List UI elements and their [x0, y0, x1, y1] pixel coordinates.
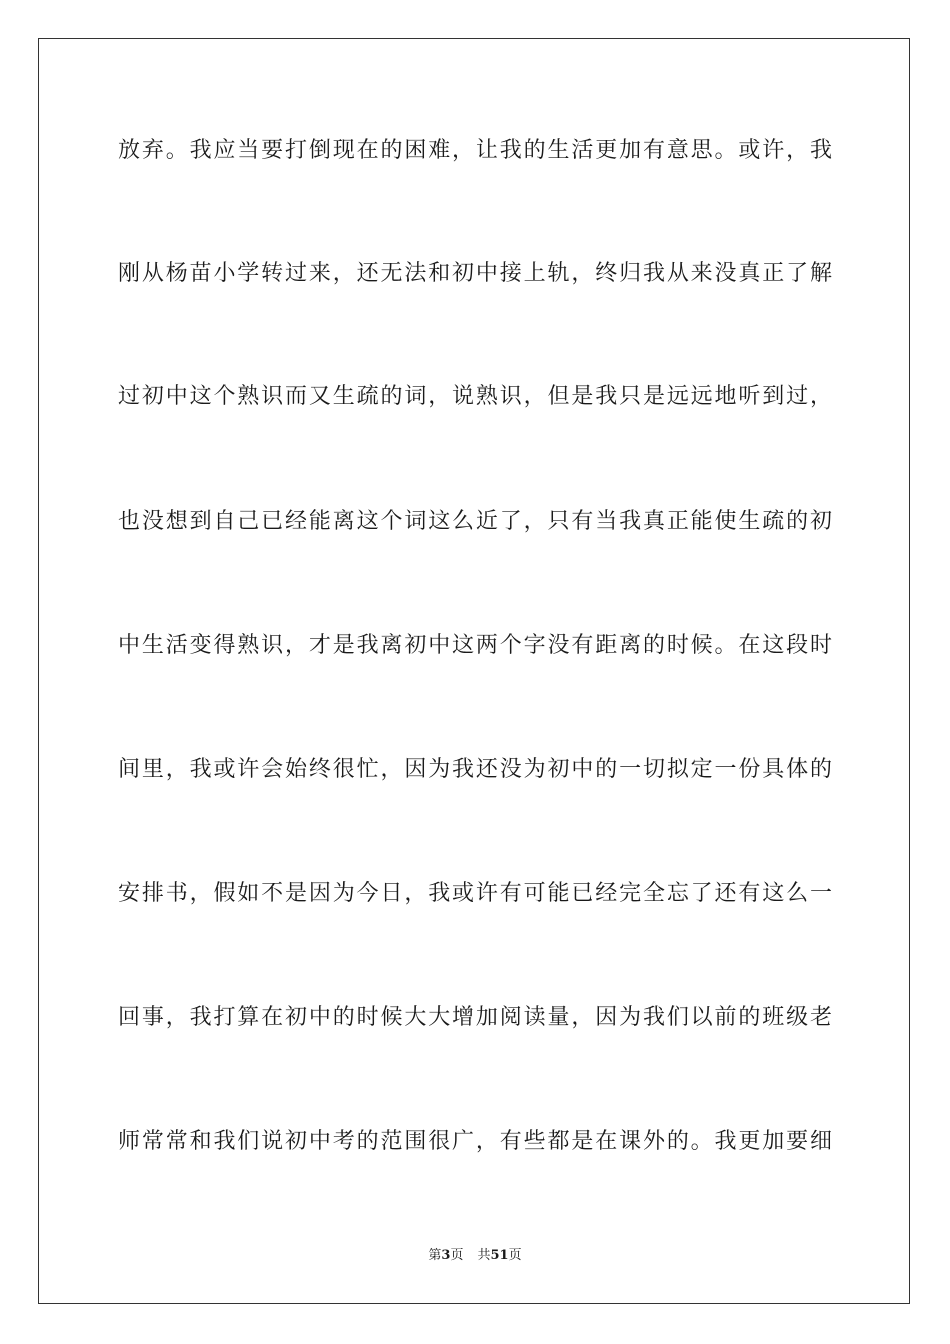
total-prefix: 共 — [477, 1248, 491, 1263]
total-suffix: 页 — [508, 1248, 522, 1263]
text-line-1: 放弃。我应当要打倒现在的困难，让我的生活更加有意思。或许，我 — [118, 138, 832, 163]
page-number: 3 — [441, 1248, 451, 1263]
text-line-6: 间里，我或许会始终很忙，因为我还没为初中的一切拟定一份具体的 — [118, 757, 832, 782]
text-line-4: 也没想到自己已经能离这个词这么近了，只有当我真正能使生疏的初 — [118, 509, 832, 534]
text-line-7: 安排书，假如不是因为今日，我或许有可能已经完全忘了还有这么一 — [118, 881, 832, 906]
text-line-3: 过初中这个熟识而又生疏的词，说熟识，但是我只是远远地听到过， — [118, 384, 832, 409]
text-line-8: 回事，我打算在初中的时候大大增加阅读量，因为我们以前的班级老 — [118, 1005, 832, 1030]
page-prefix: 第 — [428, 1248, 442, 1263]
page-border — [38, 38, 910, 1304]
page-suffix: 页 — [450, 1248, 464, 1263]
page-footer — [0, 1246, 950, 1266]
total-pages: 51 — [490, 1248, 509, 1263]
text-line-9: 师常常和我们说初中考的范围很广，有些都是在课外的。我更加要细 — [118, 1129, 832, 1154]
text-line-2: 刚从杨苗小学转过来，还无法和初中接上轨，终归我从来没真正了解 — [118, 261, 832, 286]
text-line-5: 中生活变得熟识，才是我离初中这两个字没有距离的时候。在这段时 — [118, 633, 832, 658]
